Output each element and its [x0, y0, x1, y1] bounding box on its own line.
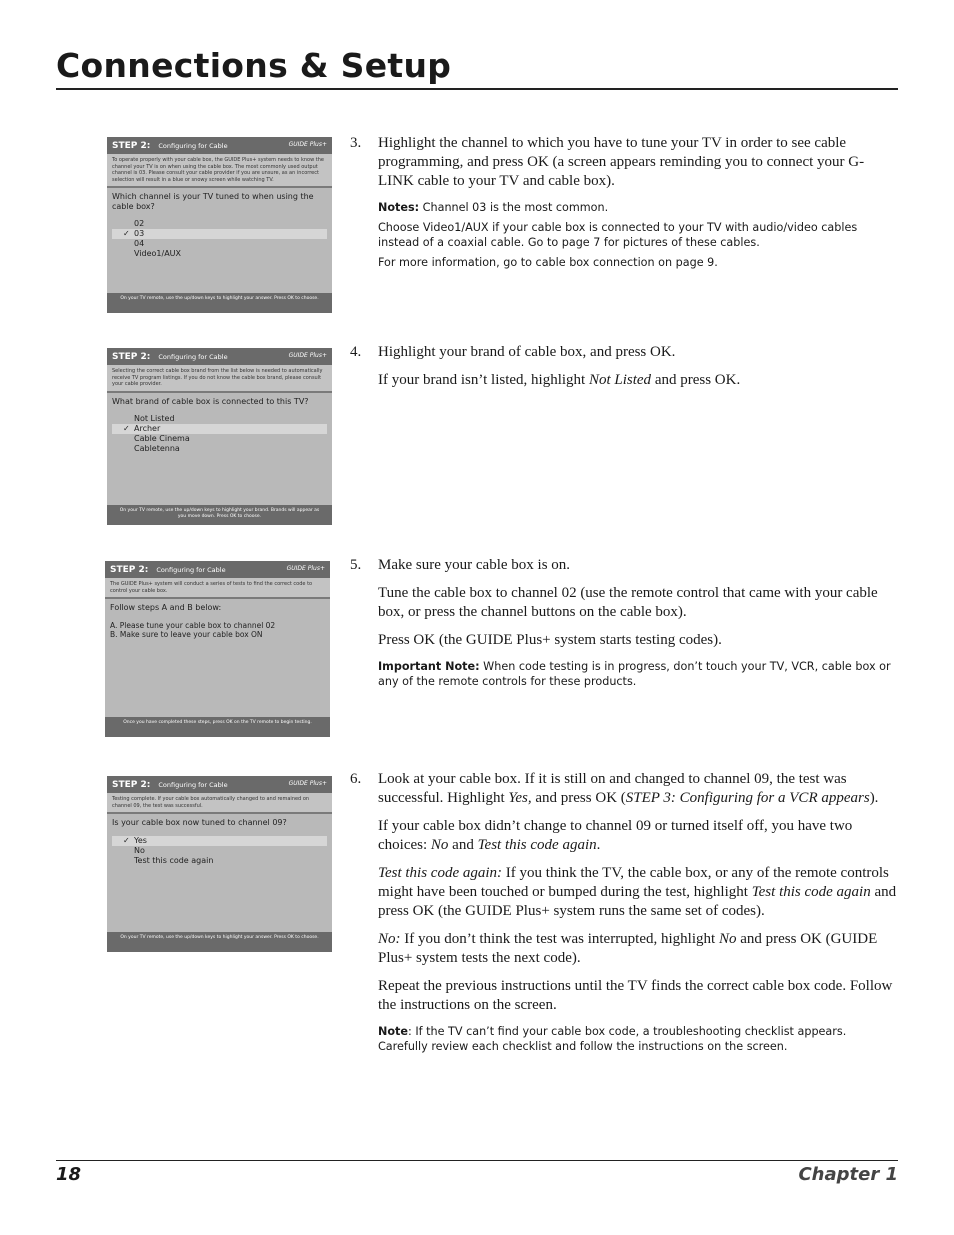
- option-not-listed[interactable]: Not Listed: [134, 414, 175, 423]
- screen-options: [112, 219, 327, 259]
- screen-step-b: B. Make sure to leave your cable box ON: [110, 630, 263, 639]
- title-rule: [56, 88, 898, 90]
- screen-question: Which channel is your TV tuned to when using the cable box?: [112, 192, 314, 211]
- option-04[interactable]: 04: [134, 239, 145, 248]
- option-03-selected[interactable]: ✓ 03: [112, 229, 327, 239]
- step-paragraph: Test this code again: If you think the TV, the cable box, or any of the remote controls might have been touched or bumped during the test, highlight Test this code again and press OK (the GUIDE Plus+ system runs the same set of codes).: [378, 865, 897, 919]
- screen-step-label: STEP 2:: [112, 779, 151, 790]
- check-icon: ✓: [123, 229, 130, 238]
- screen-options: [112, 836, 327, 866]
- guide-plus-logo: GUIDE Plus+: [288, 780, 327, 787]
- screen-subtitle: Configuring for Cable: [156, 565, 226, 574]
- screen-footer: Once you have completed these steps, press OK on the TV remote to begin testing.: [105, 717, 330, 737]
- screen-subtitle: Configuring for Cable: [158, 141, 228, 150]
- step-number: 4.: [350, 344, 362, 360]
- chapter-label: Chapter 1: [798, 1164, 898, 1185]
- step-number: 6.: [350, 771, 362, 787]
- note: Choose Video1/AUX if your cable box is connected to your TV with audio/video cables instead of a coaxial cable. Go to page 7 for pictures of these cables.: [378, 221, 858, 249]
- guide-plus-logo: GUIDE Plus+: [288, 141, 327, 148]
- option-test-again[interactable]: Test this code again: [134, 855, 214, 865]
- step-paragraph: Repeat the previous instructions until the TV finds the correct cable box code. Follow the instructions on the screen.: [378, 978, 893, 1013]
- screen-question: What brand of cable box is connected to this TV?: [112, 396, 309, 406]
- step-paragraph: If your brand isn’t listed, highlight Not Listed and press OK.: [378, 372, 741, 388]
- screen-step-a: A. Please tune your cable box to channel 02: [110, 620, 276, 630]
- screen-step-label: STEP 2:: [112, 351, 151, 362]
- guide-plus-logo: GUIDE Plus+: [286, 565, 325, 572]
- step-paragraph: Highlight the channel to which you have to tune your TV in order to see cable programming, and press OK (a screen appears reminding you to connect your G-LINK cable to your TV and cable box).: [378, 135, 865, 189]
- screen-step4-brand: [107, 348, 332, 525]
- step-paragraph: Tune the cable box to channel 02 (use the remote control that came with your cable box, or press the channel buttons on the cable box).: [378, 585, 878, 620]
- option-cabletenna[interactable]: Cabletenna: [134, 444, 180, 453]
- note: Note: If the TV can’t find your cable box code, a troubleshooting checklist appears. Carefully review each checklist and follow the instructions on the screen.: [378, 1025, 847, 1053]
- option-no[interactable]: No: [134, 845, 145, 855]
- check-icon: ✓: [123, 835, 130, 845]
- option-02[interactable]: 02: [134, 219, 145, 228]
- note: Notes: Channel 03 is the most common.: [378, 201, 609, 214]
- step-paragraph: Make sure your cable box is on.: [378, 557, 571, 573]
- screen-body: [107, 814, 332, 870]
- screen-intro: The GUIDE Plus+ system will conduct a series of tests to find the correct code to control your cable box.: [105, 578, 330, 597]
- screen-question: Is your cable box now tuned to channel 09?: [112, 818, 287, 827]
- step-paragraph: Highlight your brand of cable box, and press OK.: [378, 344, 676, 360]
- note: For more information, go to cable box connection on page 9.: [378, 256, 718, 269]
- step-paragraph: No: If you don’t think the test was interrupted, highlight No and press OK (GUIDE Plus+ system tests the next code).: [378, 931, 878, 966]
- step-paragraph: If your cable box didn’t change to channel 09 or turned itself off, you have two choices: No and Test this code again.: [378, 818, 853, 853]
- check-icon: ✓: [123, 424, 130, 433]
- option-yes-selected[interactable]: ✓ Yes: [112, 836, 327, 846]
- screen-step3-channel: [107, 137, 332, 313]
- screen-subtitle: Configuring for Cable: [158, 780, 228, 789]
- screen-subtitle: Configuring for Cable: [158, 352, 228, 361]
- step-paragraph: Press OK (the GUIDE Plus+ system starts testing codes).: [378, 632, 722, 648]
- step-paragraph: Look at your cable box. If it is still on and changed to channel 09, the test was successful. Highlight Yes, and press OK (STEP 3: Configuring for a VCR appears).: [378, 771, 879, 806]
- option-archer-selected[interactable]: ✓ Archer: [112, 424, 327, 434]
- page-title: Connections & Setup: [56, 46, 452, 85]
- step-4-text: [350, 343, 898, 399]
- screen-body: [105, 599, 330, 644]
- screen-step5-test: [105, 561, 330, 737]
- screen-header: [107, 348, 332, 365]
- footer-rule: [56, 1160, 898, 1161]
- page-number: 18: [56, 1164, 82, 1185]
- screen-question: Follow steps A and B below:: [110, 603, 222, 612]
- step-number: 5.: [350, 557, 362, 573]
- screen-header: [107, 137, 332, 154]
- option-cable-cinema[interactable]: Cable Cinema: [134, 434, 190, 443]
- screen-step-label: STEP 2:: [110, 564, 149, 575]
- screen-intro: To operate properly with your cable box, the GUIDE Plus+ system needs to know the channel your TV is on when using the cable box. The most commonly used output channel is 03. Please consult your cable provider if you are unsure, as an incorrect selection will result in a blue or snowy screen while watching TV.: [107, 154, 332, 186]
- screen-step6-result: [107, 776, 332, 952]
- option-video1-aux[interactable]: Video1/AUX: [134, 249, 182, 258]
- screen-body: [107, 188, 332, 263]
- step-number: 3.: [350, 135, 362, 151]
- screen-body: [107, 393, 332, 459]
- screen-intro: Testing complete. If your cable box automatically changed to and remained on channel 09, the test was successful.: [107, 793, 332, 812]
- guide-plus-logo: GUIDE Plus+: [288, 352, 327, 359]
- screen-header: [105, 561, 330, 578]
- step-5-text: [350, 556, 898, 694]
- screen-footer: On your TV remote, use the up/down keys to highlight your answer. Press OK to choose.: [107, 932, 332, 952]
- screen-step-label: STEP 2:: [112, 140, 151, 151]
- step-3-text: [350, 134, 898, 275]
- screen-header: [107, 776, 332, 793]
- screen-intro: Selecting the correct cable box brand from the list below is needed to automatically receive TV program listings. If you do not know the cable box brand, please consult your cable provider.: [107, 365, 332, 391]
- screen-footer: On your TV remote, use the up/down keys to highlight your brand. Brands will appear as you move down. Press OK to choose.: [107, 505, 332, 525]
- important-note: Important Note: When code testing is in progress, don’t touch your TV, VCR, cable box or any of the remote controls for these products.: [378, 660, 891, 688]
- step-6-text: [350, 770, 898, 1059]
- screen-options: [112, 414, 327, 454]
- screen-footer: On your TV remote, use the up/down keys to highlight your answer. Press OK to choose.: [107, 293, 332, 313]
